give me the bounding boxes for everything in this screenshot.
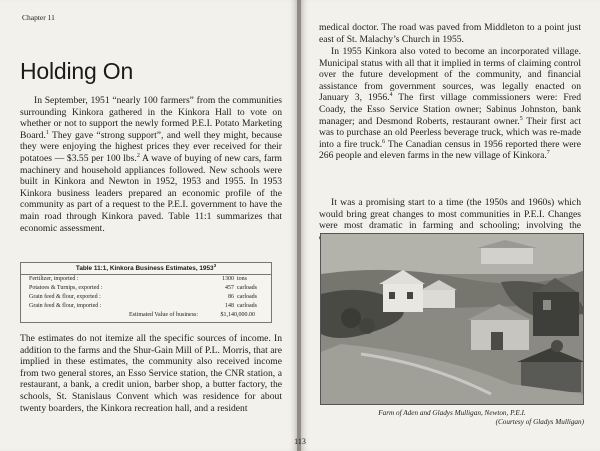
text-run: They gave “strong support”, and well they might, because they were enjoying the highest prices they ever received for their potatoes — $3.55 per 100 lbs.	[20, 129, 282, 164]
row-unit: carloads	[237, 303, 257, 309]
total-label: Estimated Value of business:	[129, 312, 199, 318]
text-run: In September, 1951 “nearly 100 farmers” from the communities surrounding Kinkora gathered in the Kinkora Hall to vote on whether or not to support the newly formed P.E.I. Potato Marketing Board.	[20, 95, 282, 141]
text-run: Their first act was to purchase an old Peerless beverage truck, which was re-made into a fire truck.	[319, 115, 581, 150]
paragraph-right-2	[319, 46, 581, 162]
chapter-label: Chapter 11	[22, 13, 55, 22]
photo-credit: (Courtesy of Gladys Mulligan)	[495, 418, 584, 426]
paragraph-left-1	[20, 95, 282, 234]
table-row	[29, 302, 267, 311]
farm-photo-illustration	[321, 234, 584, 405]
row-label: Grain feed & flour, exported :	[29, 294, 101, 300]
row-unit: carloads	[237, 285, 257, 291]
page-number: 113	[294, 437, 306, 446]
chapter-heading: Holding On	[20, 58, 134, 84]
text-run: The Canadian census in 1956 reported there were 266 people and eleven farms in the new village of Kinkora.	[319, 138, 581, 162]
footnote-ref: 1	[45, 129, 49, 136]
total-value: $1,140,000.00	[220, 312, 255, 318]
footnote-ref: 2	[136, 152, 140, 159]
row-label: Fertilizer, imported :	[29, 276, 79, 282]
table-row	[29, 284, 267, 293]
business-estimates-table	[20, 262, 272, 323]
footnote-ref: 7	[546, 150, 550, 157]
paragraph-right-3: It was a promising start to a time (the 1950s and 1960s) which would bring great changes to most communities in P.E.I. Changes were most dramatic in farming and schooling; involving the	[319, 197, 581, 232]
footnote-ref: 6	[382, 138, 386, 145]
farm-photo	[320, 233, 584, 405]
table-total-row	[21, 311, 259, 320]
paragraph-left-2: The estimates do not itemize all the specific sources of income. In addition to the farms and the Shur-Gain Mill of P.L. Morris, that are implied in these estimates, the community also received income from two general stores, an Esso Service station, the CNR station, a restaurant, a bank, a credit union, barber shop, a butter factory, the schools, St. Stanislaus Convent which was residence for about twenty boarders, the Kinkora recreation hall, and a resident	[20, 333, 282, 414]
text-run: In 1955 Kinkora also voted to become an incorporated village. Municipal status with all that it implied in terms of claiming control over the future development of the community, and financial assistance from government sources, was legally enacted on January 3, 1956.	[319, 46, 581, 104]
row-value: 148	[225, 303, 234, 309]
text-run: A wave of buying of new cars, farm machinery and household appliances followed. New schools were built in Kinkora and Newton in 1952, 1953 and 1955. In 1953 Kinkora business leaders prepared an economic profile of the community as part of a request to the P.E.I. government to have the main road through Kinkora paved. Table 11:1 summarizes that economic assessment.	[20, 152, 282, 234]
paragraph-right-1: medical doctor. The road was paved from Middleton to a point just east of St. Malachy’s Church in 1955.	[319, 22, 581, 45]
row-value: 457	[225, 285, 234, 291]
footnote-ref: 4	[389, 92, 393, 99]
row-value: 1300	[222, 276, 234, 282]
row-unit: carloads	[237, 294, 257, 300]
footnote-ref: 3	[213, 262, 217, 268]
table-title-text: Table 11:1, Kinkora Business Estimates, 1953	[75, 265, 214, 272]
table-title	[21, 262, 271, 272]
row-value: 86	[228, 294, 234, 300]
table-row	[29, 293, 267, 302]
text-run: The first village commissioners were: Fred Coady, the Esso Service Station owner; Sabinus Johnston, bank manager; and Desmond Roberts, restaurant owner.	[319, 92, 581, 127]
row-label: Grain feed & flour, imported :	[29, 303, 102, 309]
left-page	[0, 0, 297, 451]
footnote-ref: 5	[519, 115, 523, 122]
row-unit: tons	[237, 276, 248, 282]
table-row	[29, 275, 267, 284]
photo-caption: Farm of Aden and Gladys Mulligan, Newton, P.E.I.	[378, 409, 526, 417]
row-label: Potatoes & Turnips, exported :	[29, 285, 103, 291]
